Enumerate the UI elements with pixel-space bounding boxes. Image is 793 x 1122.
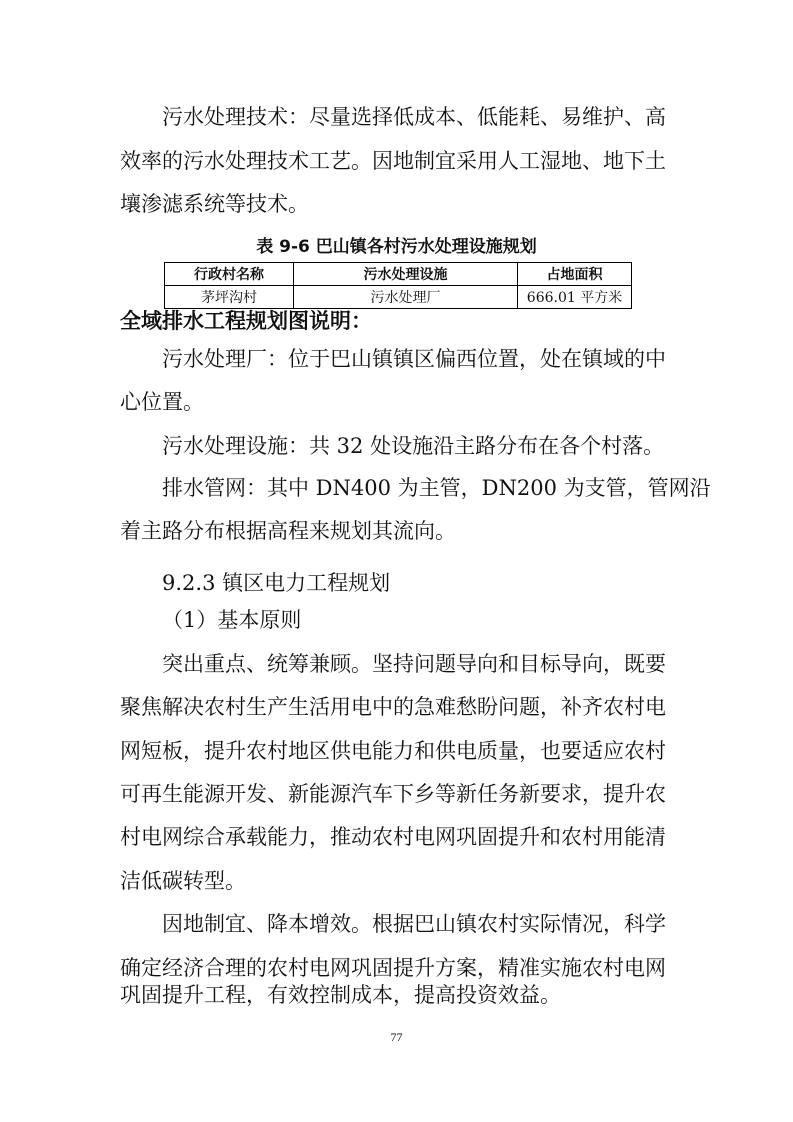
paragraph-line: 因地制宜、降本增效。根据巴山镇农村实际情况，科学 bbox=[162, 912, 666, 936]
drainage-line-4: 排水管网：其中 DN400 为主管，DN200 为支管，管网沿 bbox=[162, 476, 711, 500]
drainage-line-1: 污水处理厂：位于巴山镇镇区偏西位置，处在镇域的中 bbox=[162, 347, 666, 371]
paragraph-line: 洁低碳转型。 bbox=[120, 869, 246, 893]
paragraph-line: 村电网综合承载能力，推动农村电网巩固提升和农村用能清 bbox=[120, 825, 666, 849]
paragraph-line: 巩固提升工程，有效控制成本，提高投资效益。 bbox=[120, 983, 561, 1007]
table-cell: 茅坪沟村 bbox=[165, 286, 294, 309]
intro-line-1: 污水处理技术：尽量选择低成本、低能耗、易维护、高 bbox=[162, 105, 666, 129]
section-heading: 9.2.3 镇区电力工程规划 bbox=[162, 571, 391, 595]
page-number: 77 bbox=[390, 1030, 403, 1044]
paragraph-line: 确定经济合理的农村电网巩固提升方案，精准实施农村电网 bbox=[120, 956, 666, 980]
table-cell: 666.01 平方米 bbox=[518, 286, 632, 309]
drainage-line-5: 着主路分布根据高程来规划其流向。 bbox=[120, 519, 456, 543]
facility-table bbox=[164, 262, 632, 309]
column-header: 占地面积 bbox=[518, 263, 632, 286]
intro-line-3: 壤渗滤系统等技术。 bbox=[120, 192, 309, 216]
paragraph-line: 可再生能源开发、新能源汽车下乡等新任务新要求，提升农 bbox=[120, 782, 666, 806]
intro-line-2: 效率的污水处理技术工艺。因地制宜采用人工湿地、地下土 bbox=[120, 149, 666, 173]
paragraph-line: 突出重点、统筹兼顾。坚持问题导向和目标导向，既要 bbox=[162, 652, 666, 676]
subheading: （1）基本原则 bbox=[162, 608, 302, 632]
paragraph-line: 聚焦解决农村生产生活用电中的急难愁盼问题，补齐农村电 bbox=[120, 695, 666, 719]
drainage-line-2: 心位置。 bbox=[120, 390, 204, 414]
table-title: 表 9-6 巴山镇各村污水处理设施规划 bbox=[256, 237, 537, 257]
column-header: 行政村名称 bbox=[165, 263, 294, 286]
table-row bbox=[165, 286, 632, 309]
drainage-line-3: 污水处理设施：共 32 处设施沿主路分布在各个村落。 bbox=[162, 434, 665, 458]
table-header-row bbox=[165, 263, 632, 286]
column-header: 污水处理设施 bbox=[294, 263, 518, 286]
table-cell: 污水处理厂 bbox=[294, 286, 518, 309]
paragraph-line: 网短板，提升农村地区供电能力和供电质量，也要适应农村 bbox=[120, 739, 666, 763]
drainage-heading: 全域排水工程规划图说明： bbox=[120, 309, 372, 333]
